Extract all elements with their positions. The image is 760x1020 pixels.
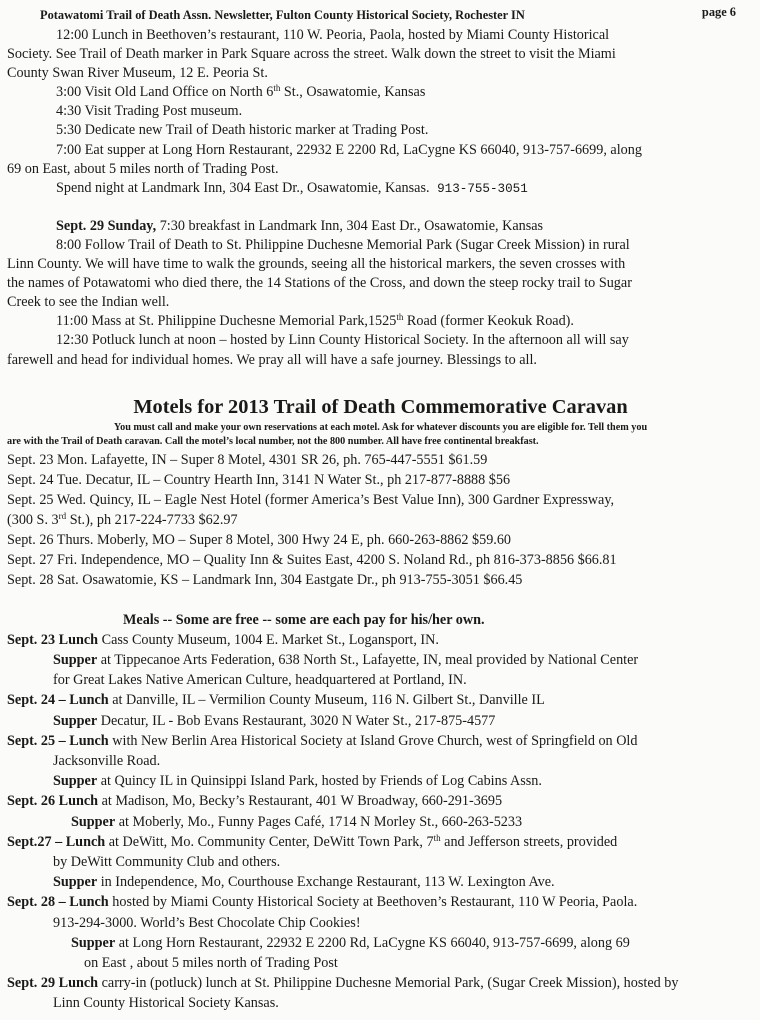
sept29-schedule <box>7 217 754 370</box>
text-span: with New Berlin Area Historical Society at Island Grove Church, west of Springfield on Old <box>108 732 638 749</box>
sept28-line: 5:30 Dedicate new Trail of Death historic marker at Trading Post. <box>56 122 429 139</box>
text-span: hosted by Miami County Historical Society at Beethoven’s Restaurant, 110 W Peoria, Paola. <box>108 894 638 911</box>
supper-label: Supper <box>53 651 98 668</box>
superscript: rd <box>58 510 67 521</box>
day-heading: Sept. 23 Lunch <box>7 631 99 648</box>
supper-label: Supper <box>71 813 116 830</box>
text-span: in Independence, Mo, Courthouse Exchange Restaurant, 113 W. Lexington Ave. <box>97 874 555 891</box>
meals-section <box>7 611 754 1014</box>
text-span: carry-in (potluck) lunch at St. Philippine Duchesne Memorial Park, (Sugar Creek Mission), hosted by <box>98 975 679 992</box>
text-span: at Quincy IL in Quinsippi Island Park, hosted by Friends of Log Cabins Assn. <box>97 773 542 790</box>
day-heading: Sept. 24 – Lunch <box>7 692 109 709</box>
sept28-line: Society. See Trail of Death marker in Park Square across the street. Walk down the street to visit the Miami <box>7 46 616 63</box>
motel-item <box>7 510 754 530</box>
meal-entry <box>7 933 754 953</box>
sept28-line: 12:00 Lunch in Beethoven’s restaurant, 110 W. Peoria, Paola, hosted by Miami County Historical <box>56 27 610 43</box>
motel-item: Sept. 23 Mon. Lafayette, IN – Super 8 Motel, 4301 SR 26, ph. 765-447-5551 $61.59 <box>7 451 488 468</box>
sept28-line <box>7 83 754 102</box>
text-span: and Jefferson streets, provided <box>440 833 618 850</box>
page-number: page 6 <box>701 5 736 19</box>
phone-number: 913-755-3051 <box>429 181 528 196</box>
motels-note <box>7 421 754 450</box>
sept28-line: County Swan River Museum, 12 E. Peoria St. <box>7 65 268 82</box>
note-line: are with the Trail of Death caravan. Call the motel’s local number, not the 800 number. All have free continental breakfast. <box>7 436 539 448</box>
meal-entry: on East , about 5 miles north of Trading Post <box>84 955 338 972</box>
meal-entry <box>7 973 754 993</box>
supper-label: Supper <box>53 712 98 729</box>
sept29-line: 12:30 Potluck lunch at noon – hosted by Linn County Historical Society. In the afternoon all will say <box>56 332 629 349</box>
text-span: (300 S. 3 <box>7 511 59 528</box>
motel-item: Sept. 26 Thurs. Moberly, MO – Super 8 Motel, 300 Hwy 24 E, ph. 660-263-8862 $59.60 <box>7 531 512 548</box>
meal-entry: by DeWitt Community Club and others. <box>53 854 281 871</box>
newsletter-title: Potawatomi Trail of Death Assn. Newsletter, Fulton County Historical Society, Rochester IN <box>40 8 525 22</box>
sept28-line: 69 on East, about 5 miles north of Trading Post. <box>7 160 279 177</box>
motels-heading: Motels for 2013 Trail of Death Commemorative Caravan <box>133 395 628 418</box>
meal-entry: Jacksonville Road. <box>53 753 161 769</box>
meal-entry: for Great Lakes Native American Culture, headquartered at Portland, IN. <box>53 672 467 689</box>
sept29-line <box>7 312 754 331</box>
sept29-line: Linn County. We will have time to walk the grounds, seeing all the historical markers, the seven crosses with <box>7 256 626 273</box>
superscript: th <box>273 83 281 94</box>
meal-entry <box>7 711 754 731</box>
meal-entry <box>7 832 754 852</box>
text-span: 3:00 Visit Old Land Office on North 6 <box>56 84 274 101</box>
text-span: 7:30 breakfast in Landmark Inn, 304 East Dr., Osawatomie, Kansas <box>156 217 544 234</box>
text-span: Cass County Museum, 1004 E. Market St., Logansport, IN. <box>98 631 439 648</box>
text-span: at Long Horn Restaurant, 22932 E 2200 Rd, LaCygne KS 66040, 913-757-6699, along 69 <box>115 934 630 951</box>
sept29-line: farewell and head for individual homes. We pray all will have a safe journey. Blessings to all. <box>7 351 537 368</box>
meal-entry <box>7 731 754 751</box>
meal-entry <box>7 650 754 670</box>
day-heading: Sept. 26 Lunch <box>7 793 99 810</box>
sept29-line: the names of Potawatomi who died there, the 14 Stations of the Cross, and down the steep rocky trail to Sugar <box>7 275 632 292</box>
motel-item: Sept. 24 Tue. Decatur, IL – Country Hearth Inn, 3141 N Water St., ph 217-877-8888 $56 <box>7 471 511 488</box>
sept28-line: 7:00 Eat supper at Long Horn Restaurant, 22932 E 2200 Rd, LaCygne KS 66040, 913-757-6699, along <box>56 141 642 158</box>
meal-entry <box>7 690 754 710</box>
meal-entry: Linn County Historical Society Kansas. <box>53 995 279 1012</box>
day-heading: Sept. 29 Lunch <box>7 975 99 992</box>
superscript: th <box>433 832 441 843</box>
text-span: 11:00 Mass at St. Philippine Duchesne Memorial Park,1525 <box>56 313 397 330</box>
text-span: Spend night at Landmark Inn, 304 East Dr., Osawatomie, Kansas. <box>56 179 430 196</box>
day-heading: Sept. 25 – Lunch <box>7 732 109 749</box>
meal-entry: 913-294-3000. World’s Best Chocolate Chip Cookies! <box>53 914 361 931</box>
sept29-line: Creek to see the Indian well. <box>7 294 170 311</box>
text-span: St., Osawatomie, Kansas <box>280 84 426 101</box>
sept28-line: 4:30 Visit Trading Post museum. <box>56 103 243 120</box>
text-span: at Tippecanoe Arts Federation, 638 North St., Lafayette, IN, meal provided by National Center <box>97 651 639 668</box>
text-span: Decatur, IL - Bob Evans Restaurant, 3020 N Water St., 217-875-4577 <box>97 712 496 729</box>
day-heading: Sept.27 – Lunch <box>7 833 106 850</box>
note-line: You must call and make your own reservations at each motel. Ask for whatever discounts you are eligible for. Tell them you <box>113 421 648 433</box>
day-heading: Sept. 29 Sunday, <box>56 217 157 234</box>
sept28-schedule <box>7 26 754 199</box>
supper-label: Supper <box>71 934 116 951</box>
meal-entry <box>7 812 754 832</box>
sept28-line <box>7 179 754 199</box>
text-span: Road (former Keokuk Road). <box>403 313 574 330</box>
motel-item: Sept. 25 Wed. Quincy, IL – Eagle Nest Hotel (former America’s Best Value Inn), 300 Gardner Expressway, <box>7 491 615 508</box>
text-span: at Moberly, Mo., Funny Pages Café, 1714 N Morley St., 660-263-5233 <box>115 813 523 830</box>
motel-item: Sept. 27 Fri. Independence, MO – Quality Inn & Suites East, 4200 S. Noland Rd., ph 816-373-8856 $66.81 <box>7 551 617 568</box>
meal-entry <box>7 791 754 811</box>
sept29-line <box>7 217 754 236</box>
page-header <box>7 0 754 26</box>
meal-entry <box>7 630 754 650</box>
supper-label: Supper <box>53 773 98 790</box>
meal-entry <box>7 892 754 912</box>
motels-section <box>7 394 754 590</box>
text-span: St.), ph 217-224-7733 $62.97 <box>66 511 238 528</box>
meals-heading: Meals -- Some are free -- some are each pay for his/her own. <box>123 611 485 628</box>
superscript: th <box>396 312 404 323</box>
text-span: at Madison, Mo, Becky’s Restaurant, 401 W Broadway, 660-291-3695 <box>98 793 503 810</box>
meal-entry <box>7 872 754 892</box>
sept29-line: 8:00 Follow Trail of Death to St. Philippine Duchesne Memorial Park (Sugar Creek Mission) in rural <box>56 236 630 253</box>
supper-label: Supper <box>53 874 98 891</box>
text-span: at Danville, IL – Vermilion County Museum, 116 N. Gilbert St., Danville IL <box>108 692 545 709</box>
day-heading: Sept. 28 – Lunch <box>7 894 109 911</box>
motel-item: Sept. 28 Sat. Osawatomie, KS – Landmark Inn, 304 Eastgate Dr., ph 913-755-3051 $66.45 <box>7 571 523 588</box>
meal-entry <box>7 771 754 791</box>
text-span: at DeWitt, Mo. Community Center, DeWitt Town Park, 7 <box>105 833 434 850</box>
